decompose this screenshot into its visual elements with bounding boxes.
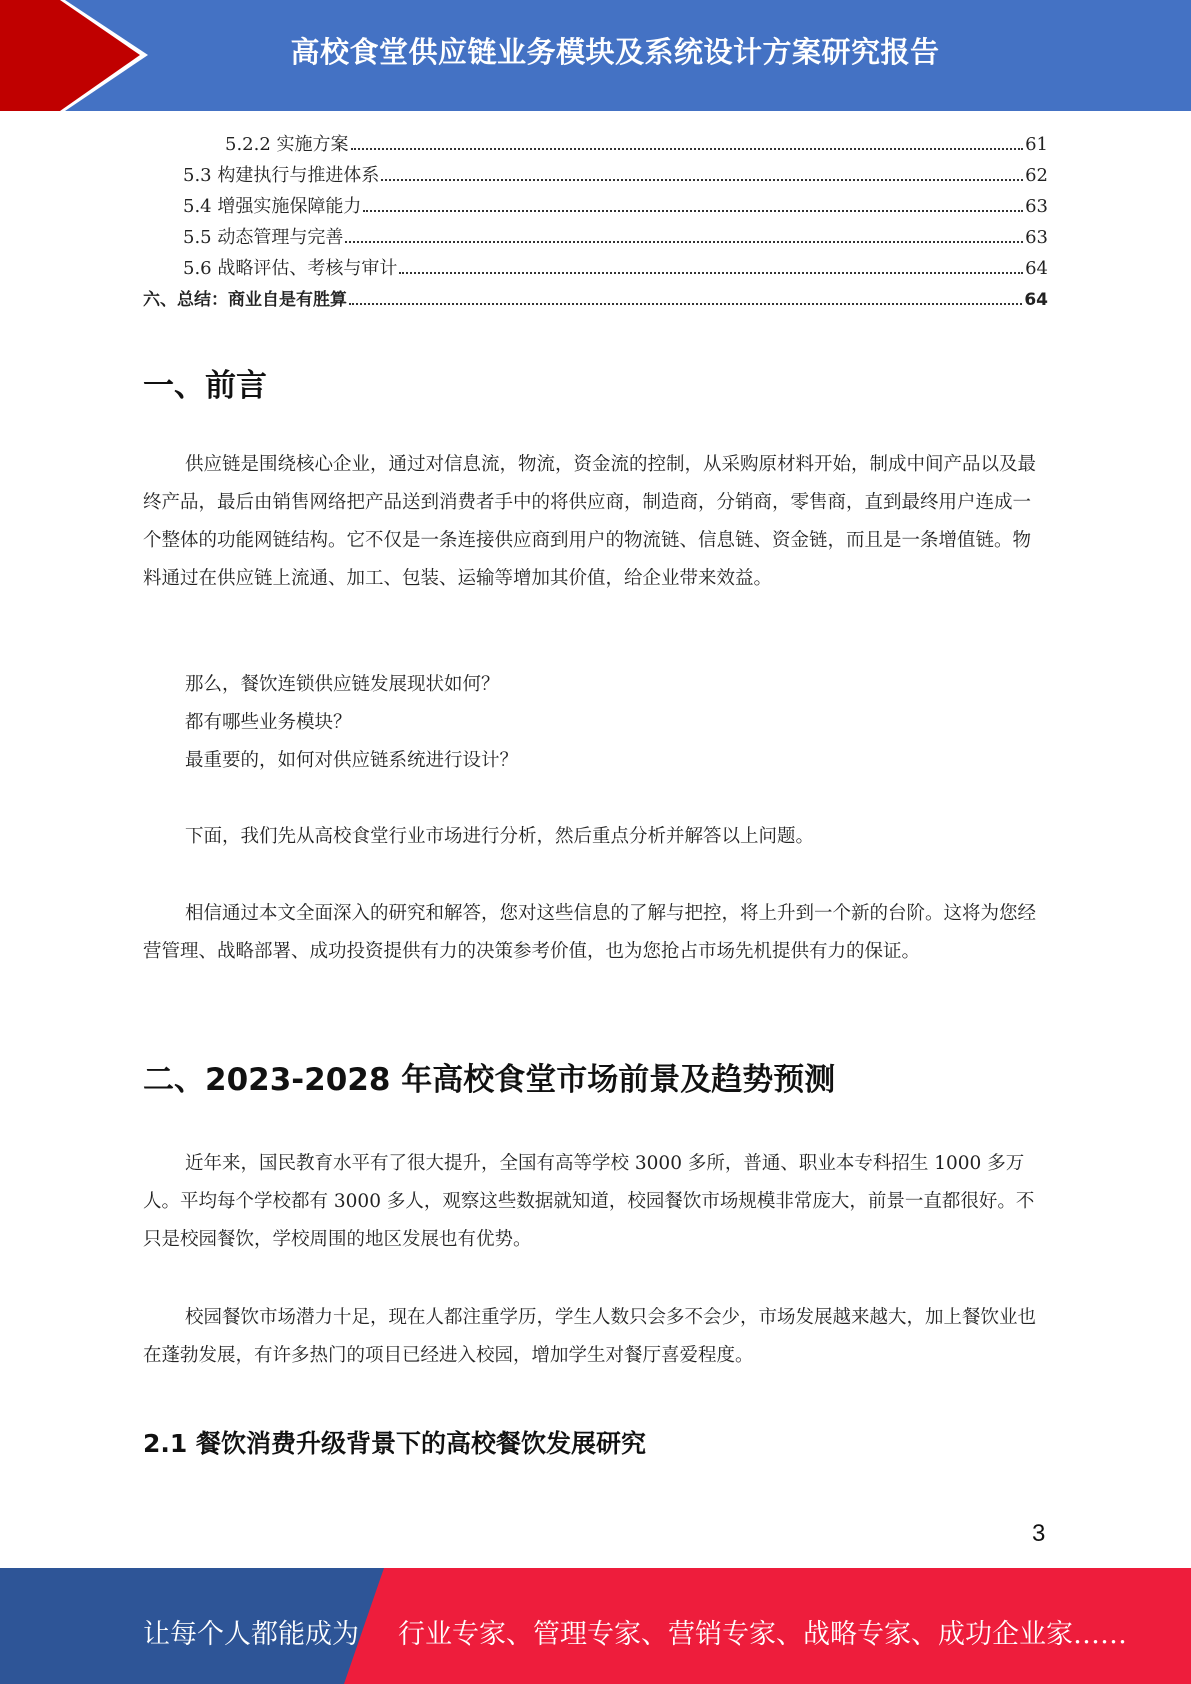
page-footer [0, 1568, 1191, 1684]
paragraph: 供应链是围绕核心企业，通过对信息流，物流，资金流的控制，从采购原材料开始，制成中间产品以及最终产品，最后由销售网络把产品送到消费者手中的将供应商，制造商，分销商，零售商，直到最终用户连成一个整体的功能网链结构。它不仅是一条连接供应商到用户的物流链、信息链、资金链，而且是一条增值链。物料通过在供应链上流通、加工、包装、运输等增加其价值，给企业带来效益。 [143, 454, 1037, 589]
toc-leader-dots [381, 179, 1023, 181]
toc-entry-label: 5.5 动态管理与完善 [183, 227, 344, 248]
toc-entry[interactable] [143, 223, 1048, 254]
toc-leader-dots [351, 148, 1024, 150]
toc-entry-label: 六、总结：商业自是有胜算 [143, 290, 347, 310]
section-heading: 一、前言 [143, 368, 267, 404]
toc-entry[interactable] [143, 192, 1048, 223]
question-line: 那么，餐饮连锁供应链发展现状如何？ [185, 674, 500, 695]
table-of-contents [143, 130, 1048, 316]
toc-entry-label: 5.6 战略评估、考核与审计 [183, 258, 398, 279]
toc-entry-page: 64 [1025, 258, 1048, 279]
paragraph: 相信通过本文全面深入的研究和解答，您对这些信息的了解与把控，将上升到一个新的台阶。这将为您经营管理、战略部署、成功投资提供有力的决策参考价值，也为您抢占市场先机提供有力的保证。 [143, 903, 1037, 962]
question-line: 最重要的，如何对供应链系统进行设计？ [185, 750, 519, 771]
toc-entry[interactable] [143, 254, 1048, 285]
toc-entry-page: 64 [1024, 290, 1048, 310]
page-header [0, 0, 1191, 111]
toc-entry-page: 62 [1025, 165, 1048, 186]
toc-leader-dots [363, 210, 1023, 212]
toc-entry-page: 63 [1025, 196, 1048, 217]
question-line: 都有哪些业务模块？ [185, 712, 352, 733]
paragraph: 下面，我们先从高校食堂行业市场进行分析，然后重点分析并解答以上问题。 [185, 826, 815, 847]
toc-leader-dots [345, 241, 1023, 243]
page-number: 3 [1032, 1520, 1046, 1547]
paragraph: 近年来，国民教育水平有了很大提升，全国有高等学校 3000 多所，普通、职业本专科招生 1000 多万人。平均每个学校都有 3000 多人，观察这些数据就知道，校园餐饮市场规模非常庞大，前景一直都很好。不只是校园餐饮，学校周围的地区发展也有优势。 [143, 1153, 1035, 1250]
subsection-heading: 2.1 餐饮消费升级背景下的高校餐饮发展研究 [143, 1429, 646, 1458]
paragraph: 校园餐饮市场潜力十足，现在人都注重学历，学生人数只会多不会少，市场发展越来越大，加上餐饮业也在蓬勃发展，有许多热门的项目已经进入校园，增加学生对餐厅喜爱程度。 [143, 1307, 1037, 1366]
toc-leader-dots [349, 303, 1022, 305]
section-heading: 二、2023-2028 年高校食堂市场前景及趋势预测 [143, 1062, 836, 1098]
toc-entry[interactable] [143, 130, 1048, 161]
toc-entry-page: 63 [1025, 227, 1048, 248]
footer-slogan-right: 行业专家、管理专家、营销专家、战略专家、成功企业家…… [398, 1619, 1127, 1650]
toc-entry[interactable] [143, 285, 1048, 316]
toc-entry-page: 61 [1025, 134, 1048, 155]
toc-entry-label: 5.3 构建执行与推进体系 [183, 165, 380, 186]
toc-entry-label: 5.4 增强实施保障能力 [183, 196, 362, 217]
toc-leader-dots [399, 272, 1023, 274]
toc-entry[interactable] [143, 161, 1048, 192]
footer-slogan-left: 让每个人都能成为 [143, 1619, 359, 1650]
toc-entry-label: 5.2.2 实施方案 [225, 134, 349, 155]
report-title: 高校食堂供应链业务模块及系统设计方案研究报告 [290, 35, 940, 69]
